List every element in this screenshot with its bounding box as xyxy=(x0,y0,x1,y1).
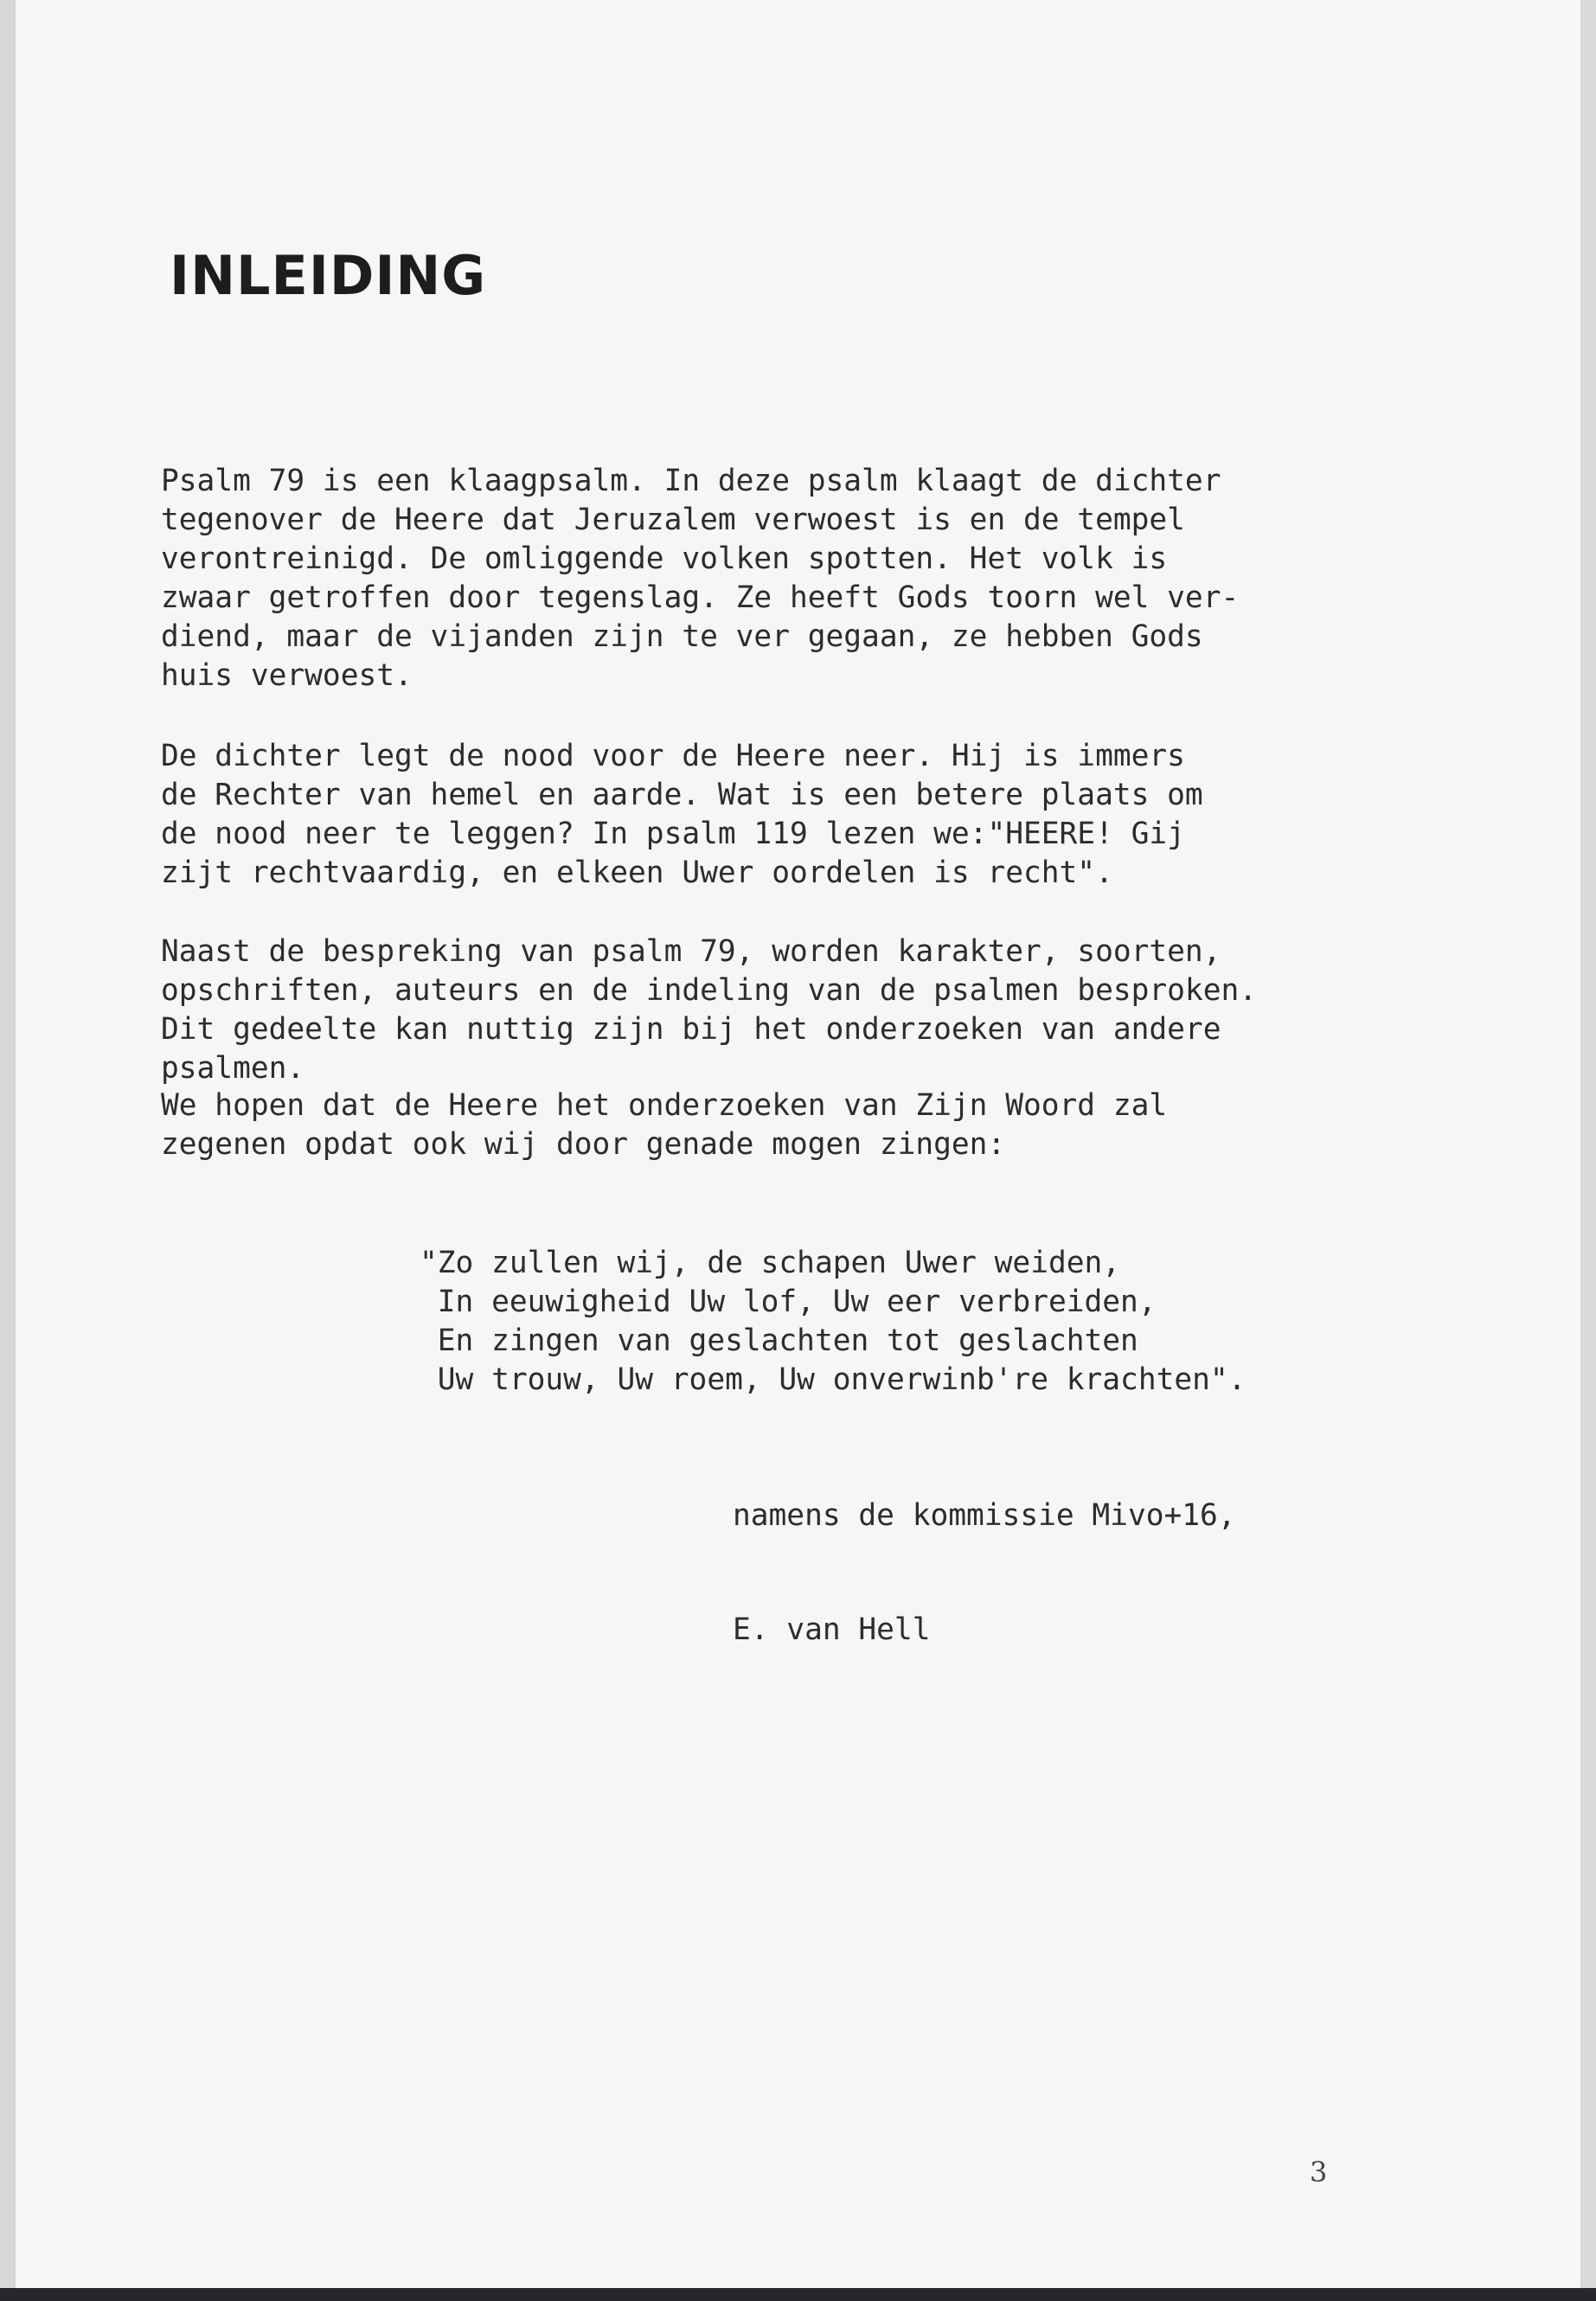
paragraph-intro: Psalm 79 is een klaagpsalm. In deze psalm klaagt de dichter tegenover de Heere dat Jeruzalem verwoest is en de tempel verontreinigd. De omliggende volken spotten. Het volk is zwaar getroffen door tegenslag. Ze heeft Gods toorn wel ver- diend, maar de vijanden zijn te ver gegaan, ze hebben Gods huis verwoest. xyxy=(161,464,1240,693)
page-right-edge xyxy=(1580,0,1596,2301)
scan-bottom-edge xyxy=(0,2288,1596,2301)
page-left-edge xyxy=(0,0,16,2301)
paragraph-bespreking: Naast de bespreking van psalm 79, worden karakter, soorten, opschriften, auteurs en de indeling van de psalmen besproken. Dit gedeelte kan nuttig zijn bij het onderzoeken van andere psalmen. xyxy=(161,934,1258,1086)
paragraph-zegenen: We hopen dat de Heere het onderzoeken van Zijn Woord zal zegenen opdat ook wij door genade mogen zingen: xyxy=(161,1088,1168,1162)
signature-line: namens de kommissie Mivo+16, xyxy=(733,1498,1236,1533)
paragraph-nood: De dichter legt de nood voor de Heere neer. Hij is immers de Rechter van hemel en aarde. Wat is een betere plaats om de nood neer te leggen? In psalm 119 lezen we:"HEERE! Gij zijt rechtvaardig, en elkeen Uwer oordelen is recht". xyxy=(161,739,1203,890)
page-number: 3 xyxy=(1310,2156,1328,2189)
poem-quote: "Zo zullen wij, de schapen Uwer weiden, In eeuwigheid Uw lof, Uw eer verbreiden, En zingen van geslachten tot geslachten Uw trouw, Uw roem, Uw onverwinb're krachten". xyxy=(420,1246,1247,1397)
author-name: E. van Hell xyxy=(733,1612,931,1647)
page-heading: INLEIDING xyxy=(170,244,487,307)
